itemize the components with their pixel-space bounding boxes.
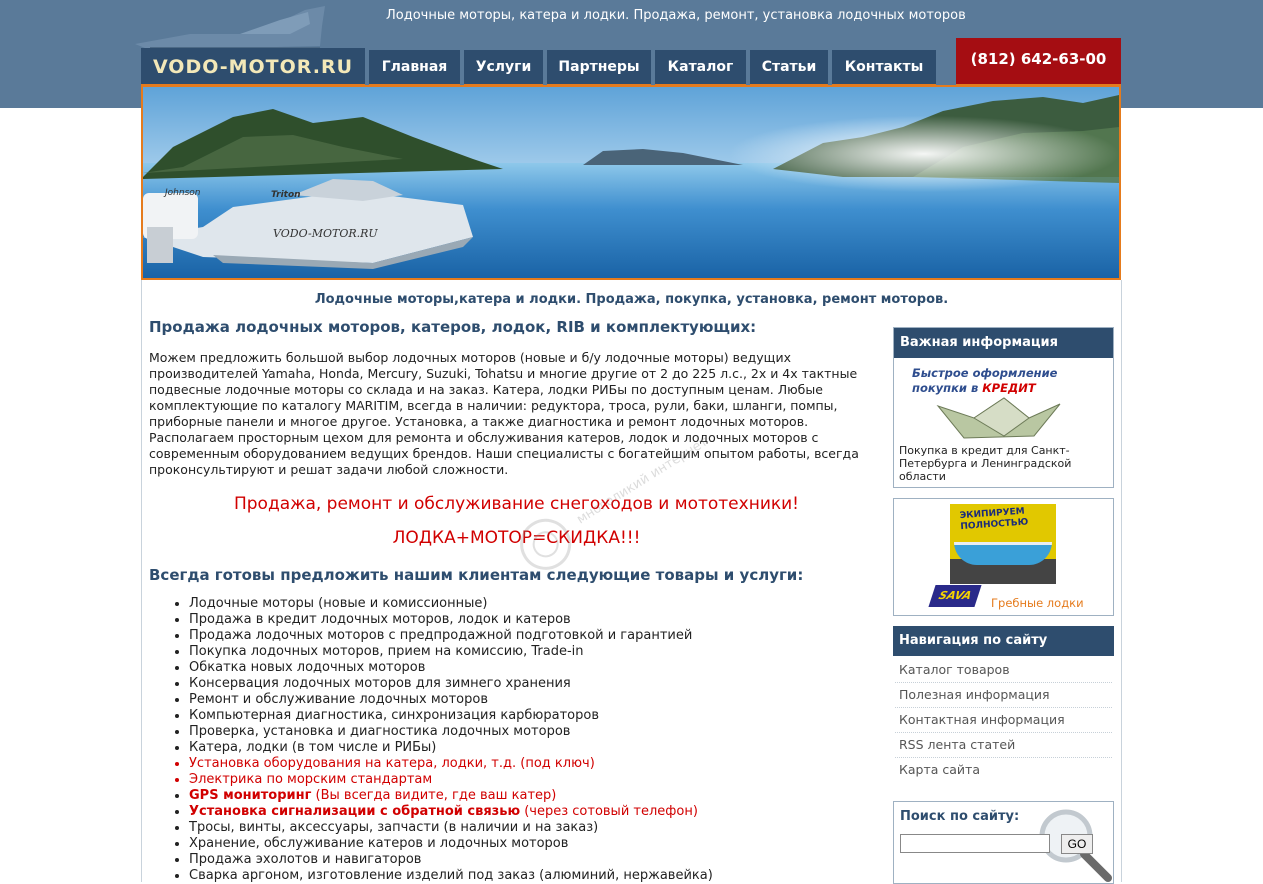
services-heading: Всегда готовы предложить нашим клиентам следующие товары и услуги: <box>149 566 804 584</box>
list-item: • Консервация лодочных моторов для зимнего хранения <box>189 676 884 692</box>
list-item: • Лодочные моторы (новые и комиссионные) <box>189 596 884 612</box>
site-logo[interactable]: VODO-MOTOR.RU <box>141 48 365 86</box>
money-boat-icon <box>934 396 1064 444</box>
list-item: • Катера, лодки (в том числе и РИБы) <box>189 740 884 756</box>
search-box <box>893 801 1114 884</box>
alarm-bold: Установка сигнализации с обратной связью <box>189 804 521 819</box>
alarm-rest: (через сотовый телефон) <box>520 804 698 819</box>
main-heading: Продажа лодочных моторов, катеров, лодок, RIB и комплектующих: <box>149 318 757 336</box>
list-item: • Установка оборудования на катера, лодки, т.д. (под ключ) <box>189 756 884 772</box>
nav-home[interactable]: Главная <box>369 50 460 86</box>
list-item: • Тросы, винты, аксессуары, запчасти (в наличии и на заказ) <box>189 820 884 836</box>
site-nav-catalog[interactable]: Каталог товаров <box>895 658 1112 683</box>
list-item: • Компьютерная диагностика, синхронизация карбюраторов <box>189 708 884 724</box>
main-content <box>149 318 884 884</box>
credit-text: Покупка в кредит для Санкт-Петербурга и Ленинградской области <box>899 444 1072 483</box>
rowing-boat-image[interactable] <box>950 504 1056 584</box>
header-banner <box>141 85 1121 280</box>
credit-line-1: Быстрое оформление <box>912 366 1058 380</box>
sava-logo: SAVA <box>928 585 981 607</box>
gps-rest: (Вы всегда видите, где ваш катер) <box>311 788 557 803</box>
nav-catalog[interactable]: Каталог <box>655 50 746 86</box>
promo-discount: ЛОДКА+МОТОР=СКИДКА!!! <box>392 528 641 548</box>
site-nav-rss[interactable]: RSS лента статей <box>895 733 1112 758</box>
rowing-boats-link[interactable]: Гребные лодки <box>991 596 1084 610</box>
nav-services[interactable]: Услуги <box>464 50 543 86</box>
list-item: • Продажа в кредит лодочных моторов, лодок и катеров <box>189 612 884 628</box>
header-tagline: Лодочные моторы, катера и лодки. Продажа, ремонт, установка лодочных моторов <box>386 8 966 23</box>
site-nav-title: Навигация по сайту <box>893 626 1114 656</box>
credit-line-2: покупки в <box>912 381 979 395</box>
banner-johnson-text: Johnson <box>165 188 201 198</box>
boats-sign: ЭКИПИРУЕМ ПОЛНОСТЬЮ <box>959 506 1029 533</box>
list-item: • Обкатка новых лодочных моторов <box>189 660 884 676</box>
search-button[interactable]: GO <box>1061 834 1093 854</box>
list-item: • Хранение, обслуживание катеров и лодочных моторов <box>189 836 884 852</box>
watermark-text: многоликий интернет <box>574 434 711 528</box>
site-nav-box <box>893 626 1114 782</box>
nav-articles[interactable]: Статьи <box>750 50 828 86</box>
list-item <box>189 788 884 804</box>
site-nav-useful-info[interactable]: Полезная информация <box>895 683 1112 708</box>
phone-number: (812) 642-63-00 <box>956 38 1121 86</box>
rowing-boats-box <box>893 498 1114 616</box>
banner-boat-text: VODO-MOTOR.RU <box>273 227 378 240</box>
list-item: • Покупка лодочных моторов, прием на комиссию, Trade-in <box>189 644 884 660</box>
list-item: • Ремонт и обслуживание лодочных моторов <box>189 692 884 708</box>
list-item: • Проверка, установка и диагностика лодочных моторов <box>189 724 884 740</box>
site-nav-contact-info[interactable]: Контактная информация <box>895 708 1112 733</box>
list-item: • Продажа лодочных моторов с предпродажной подготовкой и гарантией <box>189 628 884 644</box>
page-subtitle: Лодочные моторы,катера и лодки. Продажа, покупка, установка, ремонт моторов. <box>314 292 949 307</box>
search-input[interactable] <box>900 834 1050 853</box>
search-title: Поиск по сайту: <box>900 809 1020 824</box>
list-item: • Сварка аргоном, изготовление изделий под заказ (алюминий, нержавейка) <box>189 868 884 884</box>
gps-bold: GPS мониторинг <box>189 788 312 803</box>
list-item: • Электрика по морским стандартам <box>189 772 884 788</box>
credit-banner[interactable] <box>912 366 1057 396</box>
promo-snowmobiles: Продажа, ремонт и обслуживание снегоходов и мототехники! <box>233 494 799 514</box>
site-nav-sitemap[interactable]: Карта сайта <box>899 762 980 777</box>
services-list <box>149 596 884 884</box>
intro-paragraph: Можем предложить большой выбор лодочных моторов (новые и б/у лодочные моторы) ведущих производителей Yamaha, Honda, Mercury, Suzuki, Tohatsu и многие другие от 2 до 225 л.с., 2х и 4х тактные подвесные лодочные моторы со склада и на заказ. Катера, лодки РИБы по доступным ценам. Любые комплектующие по каталогу MARITIM, всегда в наличии: редуктора, троса, рули, баки, шланги, помпы, приборные панели и многое другое. Установка, а также диагностика и ремонт лодочных моторов. Располагаем просторным цехом для ремонта и обслуживания катеров, лодок и лодочных моторов с современным оборудованием ведущих брендов. Наши специалисты с богатейшим опытом работы, всегда проконсультируют и решат задачи любой сложности. <box>149 350 859 477</box>
nav-contacts[interactable]: Контакты <box>832 50 936 86</box>
list-item <box>189 804 884 820</box>
nav-partners[interactable]: Партнеры <box>547 50 651 86</box>
important-box <box>893 327 1114 488</box>
site-nav-list <box>893 656 1114 782</box>
boat-logo-icon <box>130 4 330 52</box>
credit-word: КРЕДИТ <box>982 381 1036 395</box>
banner-image <box>143 87 1119 278</box>
list-item: • Продажа эхолотов и навигаторов <box>189 852 884 868</box>
important-title: Важная информация <box>894 328 1113 358</box>
banner-triton-text: Triton <box>271 190 301 200</box>
